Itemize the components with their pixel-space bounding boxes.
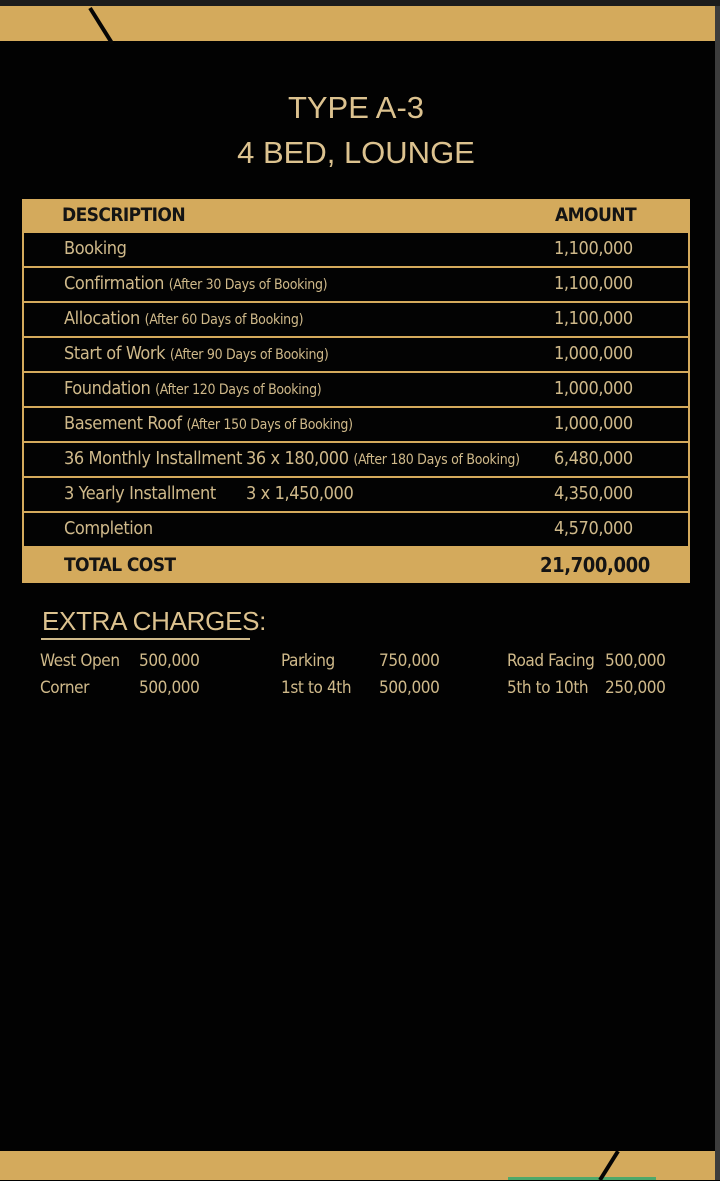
payment-plan-table [22,199,690,583]
row-label: Completion [64,518,153,539]
row-note: (After 180 Days of Booking) [353,452,520,468]
total-label: TOTAL COST [64,554,176,576]
extra-charge-amount: 500,000 [605,651,666,671]
extra-charge-label: 5th to 10th [507,678,589,698]
row-note: (After 150 Days of Booking) [186,417,353,433]
row-installment: 3 x 1,450,000 [246,483,354,504]
extra-charge-amount: 500,000 [379,678,440,698]
table-row [22,233,690,268]
header-description: DESCRIPTION [62,204,186,226]
row-amount: 1,000,000 [554,413,633,434]
table-row [22,338,690,373]
table-row [22,408,690,443]
page-title: TYPE A-3 [287,90,425,125]
row-installment: 36 x 180,000 (After 180 Days of Booking) [246,448,520,469]
row-label: 3 Yearly Installment [64,483,216,504]
total-row [22,548,690,583]
row-label: Basement Roof (After 150 Days of Booking) [64,413,353,434]
title-underline [41,638,250,640]
row-amount: 1,100,000 [554,273,633,294]
extra-charge-amount: 500,000 [139,651,200,671]
row-note: (After 120 Days of Booking) [155,382,322,398]
table-row [22,478,690,513]
row-note: (After 90 Days of Booking) [169,347,329,363]
table-row [22,373,690,408]
extra-charge-label: Road Facing [507,651,595,671]
row-amount: 4,570,000 [554,518,633,539]
row-amount: 1,100,000 [554,308,633,329]
row-amount: 1,000,000 [554,343,633,364]
scrollbar[interactable] [715,6,720,1180]
table-row [22,268,690,303]
row-label: Booking [64,238,127,259]
row-label: Confirmation (After 30 Days of Booking) [64,273,328,294]
row-note: (After 30 Days of Booking) [168,277,328,293]
table-row [22,303,690,338]
row-label: 36 Monthly Installment [64,448,243,469]
row-label: Allocation (After 60 Days of Booking) [64,308,304,329]
extra-charge-label: Parking [281,651,335,671]
row-label: Start of Work (After 90 Days of Booking) [64,343,329,364]
table-header [22,199,690,233]
extra-charge-amount: 750,000 [379,651,440,671]
row-amount: 4,350,000 [554,483,633,504]
extra-charge-amount: 250,000 [605,678,666,698]
row-amount: 1,100,000 [554,238,633,259]
row-amount: 1,000,000 [554,378,633,399]
table-row [22,513,690,548]
table-row [22,443,690,478]
extra-charges-title: EXTRA CHARGES: [42,606,267,636]
row-amount: 6,480,000 [554,448,633,469]
total-amount: 21,700,000 [540,553,650,577]
header-amount: AMOUNT [555,204,637,226]
extra-charge-amount: 500,000 [139,678,200,698]
extra-charge-label: 1st to 4th [281,678,352,698]
page-subtitle: 4 BED, LOUNGE [237,135,475,170]
extra-charge-label: Corner [40,678,90,698]
row-note: (After 60 Days of Booking) [144,312,304,328]
row-label: Foundation (After 120 Days of Booking) [64,378,322,399]
extra-charge-label: West Open [40,651,120,671]
